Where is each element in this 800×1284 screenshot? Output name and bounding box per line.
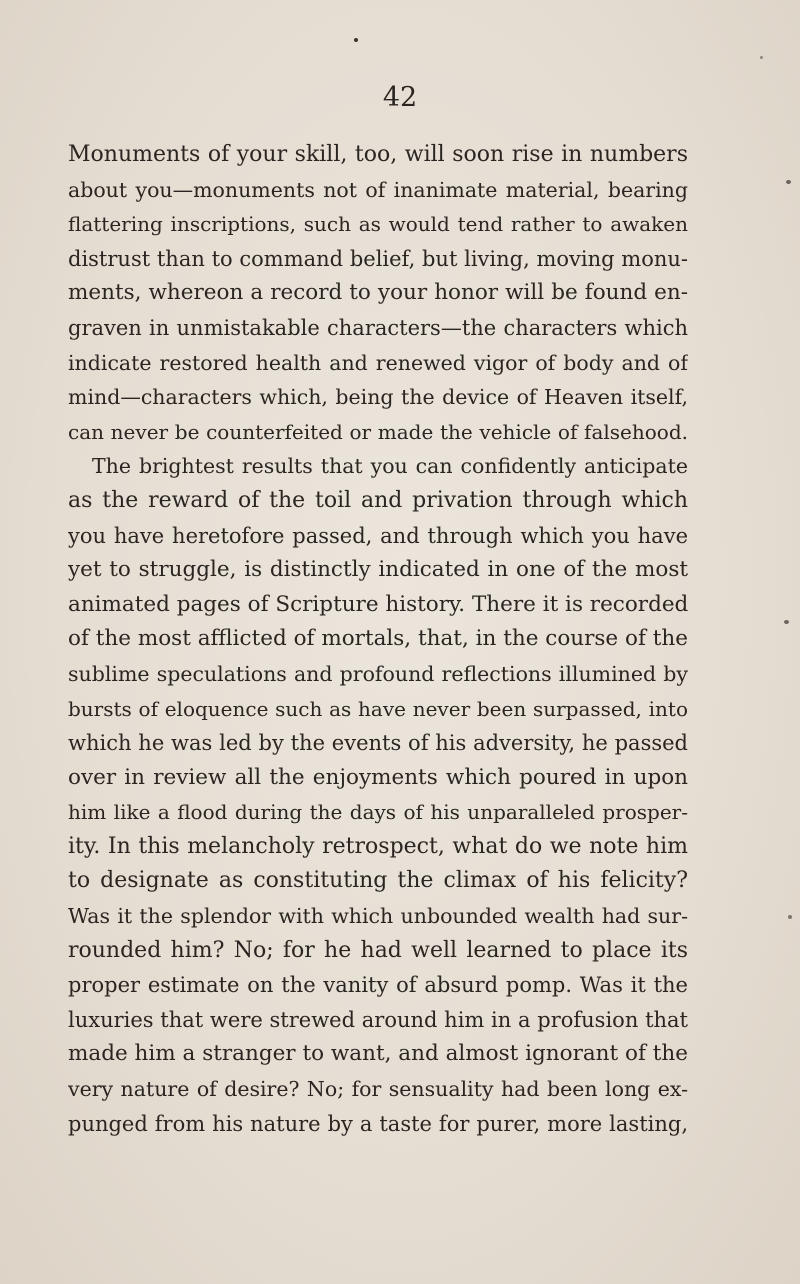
text-line: indicate restored health and renewed vigor of body and of [68, 350, 688, 375]
text-line: punged from his nature by a taste for purer, more lasting, [68, 1111, 688, 1136]
text-line: of the most afflicted of mortals, that, in the course of the [68, 626, 688, 652]
text-line: to designate as constituting the climax of his felicity? [68, 868, 688, 894]
print-speck [786, 180, 791, 184]
text-line: rounded him? No; for he had well learned to place its [68, 937, 688, 963]
text-line: over in review all the enjoyments which poured in upon [68, 764, 688, 790]
text-line: graven in unmistakable characters—the characters which [68, 315, 688, 340]
print-speck [354, 38, 358, 42]
text-line: ity. In this melancholy retrospect, what do we note him [68, 833, 688, 859]
text-line: him like a flood during the days of his unparalleled prosper- [68, 800, 688, 825]
text-line: ments, whereon a record to your honor will be found en- [68, 280, 688, 306]
text-line: luxuries that were strewed around him in a profusion that [68, 1007, 688, 1032]
text-line: yet to struggle, is distinctly indicated in one of the most [68, 557, 688, 583]
print-speck [788, 915, 792, 919]
text-line: Was it the splendor with which unbounded wealth had sur- [68, 904, 688, 929]
print-speck [760, 56, 763, 59]
text-line: which he was led by the events of his adversity, he passed [68, 731, 688, 756]
text-line: very nature of desire? No; for sensuality had been long ex- [68, 1077, 688, 1102]
text-line: proper estimate on the vanity of absurd pomp. Was it the [68, 973, 688, 998]
text-line: can never be counterfeited or made the vehicle of falsehood. [68, 419, 688, 444]
text-line: sublime speculations and profound reflections illumined by [68, 661, 688, 686]
text-line: animated pages of Scripture history. There it is recorded [68, 591, 688, 617]
text-line: you have heretofore passed, and through which you have [68, 523, 688, 548]
body-text [68, 138, 688, 1141]
text-line: Monuments of your skill, too, will soon rise in numbers [68, 142, 688, 167]
text-line: distrust than to command belief, but living, moving monu- [68, 246, 688, 271]
text-line: about you—monuments not of inanimate material, bearing [68, 177, 688, 202]
text-line: made him a stranger to want, and almost ignorant of the [68, 1041, 688, 1067]
text-line: mind—characters which, being the device of Heaven itself, [68, 385, 688, 410]
text-line: bursts of eloquence such as have never been surpassed, into [68, 696, 688, 721]
text-line: as the reward of the toil and privation through which [68, 487, 688, 513]
text-line: The brightest results that you can confidently anticipate [92, 454, 688, 479]
text-line: flattering inscriptions, such as would tend rather to awaken [68, 212, 688, 237]
print-speck [784, 620, 789, 624]
page-number: 42 [382, 82, 418, 113]
